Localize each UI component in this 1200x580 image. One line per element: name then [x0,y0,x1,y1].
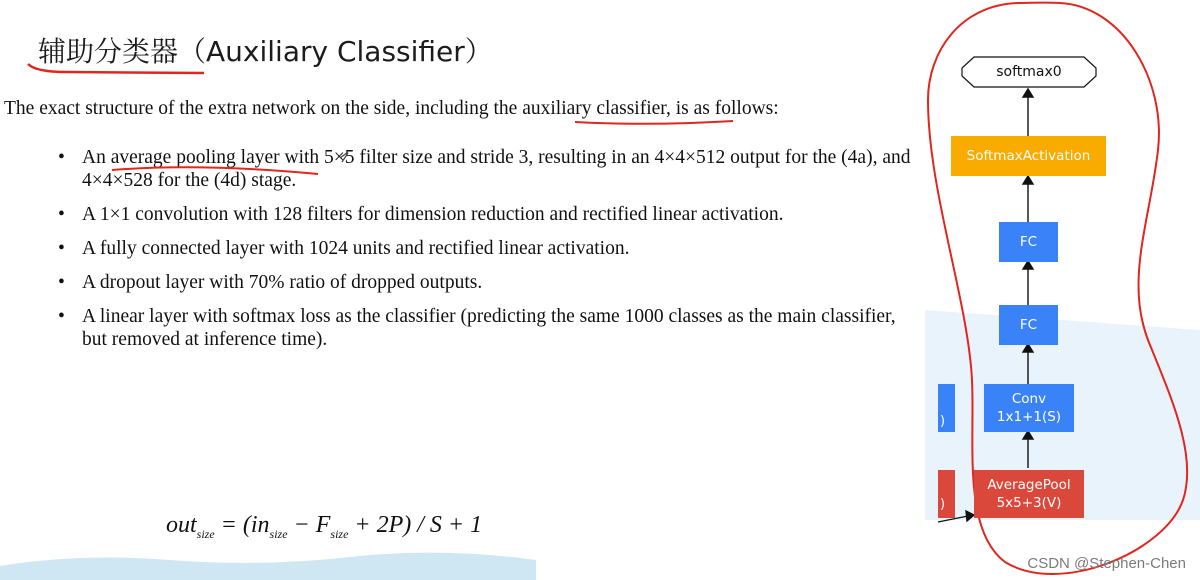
watermark: CSDN @Stephen-Chen [1027,555,1186,572]
cut-blue-label: ) [940,414,946,429]
average-pool-node [974,470,1084,518]
underline-average-pooling [112,167,318,174]
average-pool-params-label: 5x5+3(V) [996,495,1062,511]
bullet-text: A linear layer with softmax loss as the classifier (predicting the same 1000 classes as the main classifier, but removed at inference time). [82,306,896,350]
softmax-activation-label: SoftmaxActivation [966,148,1091,164]
fc-label: FC [1019,317,1038,333]
output-size-formula: $out_{size} = (in_{size} - F_{size} + 2P) / S + 1$ [166,512,483,541]
arrowhead [1023,176,1033,184]
formula-out: out [166,512,197,538]
formula-in-sub: size [269,526,288,541]
bullet-text: A dropout layer with 70% ratio of dropped outputs. [82,272,483,293]
softmax-activation-node [951,136,1106,176]
title-english: （Auxiliary Classifier） [178,35,493,68]
bullet-text: A fully connected layer with 1024 units and rectified linear activation. [82,238,630,259]
formula-in: in [250,512,270,538]
conv-node [984,384,1074,432]
conv-label: Conv [1011,391,1047,407]
formula-f: F [315,512,331,538]
arrowhead [1023,89,1033,97]
bullet-convolution: • A 1×1 convolution with 128 filters for dimension reduction and rectified linear activation. [58,204,784,225]
bottom-wave-decoration [0,553,536,580]
bullet-fully-connected: • A fully connected layer with 1024 units and rectified linear activation. [58,238,630,259]
formula-f-sub: size [330,526,349,541]
bullet-average-pooling: • An average pooling layer with 5×5 filter size and stride 3, resulting in an 4×4×512 output for the (4a), and 4×4×528 for the (4d) stage. [58,147,911,191]
fc-node-top [999,222,1058,262]
bullet-text: A 1×1 convolution with 128 filters for dimension reduction and rectified linear activation. [82,204,784,225]
fc-node-bottom [999,305,1058,345]
underline-auxiliary-classifier [575,121,733,124]
title-chinese: 辅助分类器 [38,35,179,68]
pencil-mark [340,152,348,162]
softmax0-node-label: softmax0 [996,64,1062,80]
bullet-linear-softmax: • A linear layer with softmax loss as the classifier (predicting the same 1000 classes as the main classifier, but removed at inference time). [58,306,896,350]
fc-label: FC [1019,234,1038,250]
cut-red-label: ) [940,497,946,512]
bullet-text: An average pooling layer with 5×5 filter size and stride 3, resulting in an 4×4×512 output for the (4a), and 4×4×528 for the (4d) stage. [82,147,911,191]
conv-params-label: 1x1+1(S) [996,409,1062,425]
formula-out-sub: size [196,526,215,541]
average-pool-label: AveragePool [987,477,1071,493]
intro-auxiliary-classifier: auxiliary classifier [522,98,666,119]
intro-after: , is as follows: [666,98,779,119]
arrowhead [1023,261,1033,269]
bullet-dropout: • A dropout layer with 70% ratio of dropped outputs. [58,272,483,293]
formula-rest: + 2P) / S + 1 [354,512,483,538]
intro-before: The exact structure of the extra network on the side, including the [4,98,523,119]
